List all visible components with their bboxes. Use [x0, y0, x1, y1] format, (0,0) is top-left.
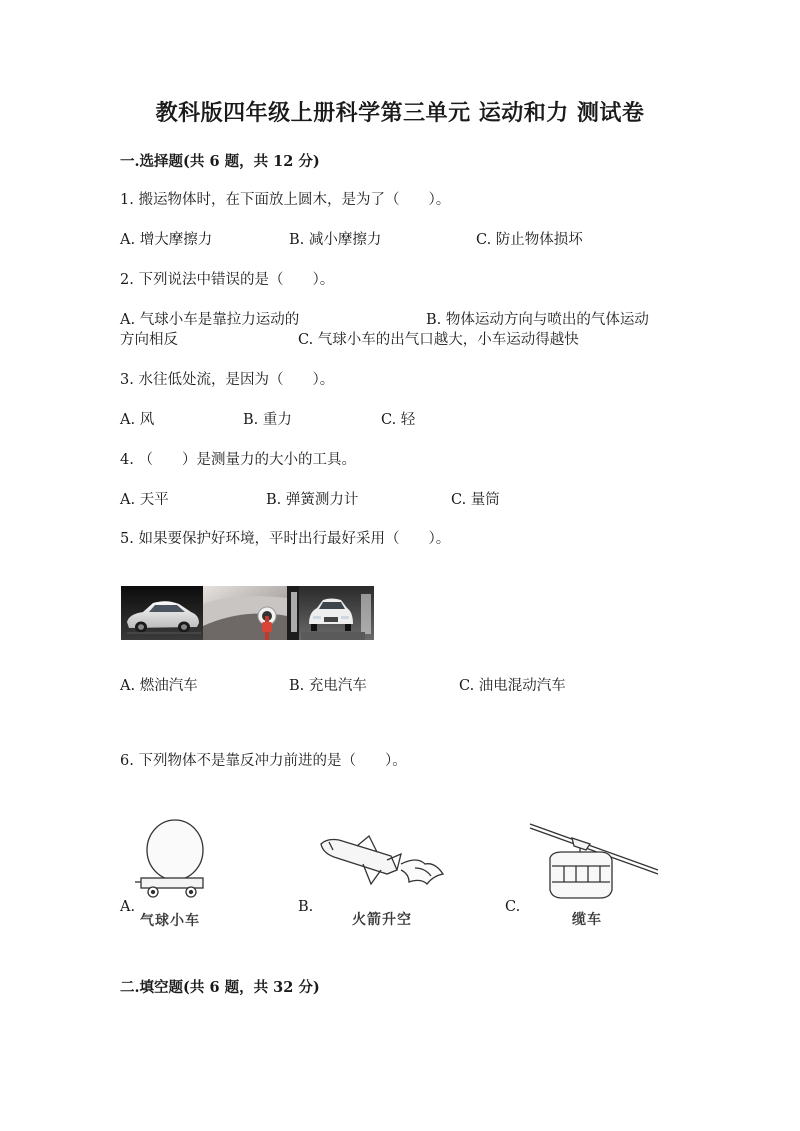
balloon-car-drawing [133, 816, 213, 912]
photo-hybrid-car [287, 586, 374, 640]
photo-gasoline-car [121, 586, 203, 640]
question-5-option-b: B. 充电汽车 [289, 678, 367, 694]
section-heading-choice: 一.选择题(共 6 题，共 12 分) [120, 153, 320, 170]
question-5-stem: 5. 如果要保护好环境，平时出行最好采用（ ）。 [120, 531, 451, 547]
question-1-option-c: C. 防止物体损坏 [476, 232, 583, 248]
question-2-stem: 2. 下列说法中错误的是（ ）。 [120, 272, 335, 288]
question-4-stem: 4. （ ）是测量力的大小的工具。 [120, 452, 356, 468]
question-6-option-a-letter: A. [120, 899, 136, 915]
question-5-option-a: A. 燃油汽车 [120, 678, 198, 694]
cable-car-drawing [528, 820, 660, 900]
question-4-option-c: C. 量筒 [451, 492, 500, 508]
question-2-option-a: A. 气球小车是靠拉力运动的 [120, 312, 300, 328]
caption-rocket: 火箭升空 [352, 912, 412, 928]
question-6-option-b-letter: B. [298, 899, 314, 915]
question-5-option-c: C. 油电混动汽车 [459, 678, 566, 694]
question-4-option-b: B. 弹簧测力计 [266, 492, 359, 508]
photo-charging-port [203, 586, 287, 640]
question-1-stem: 1. 搬运物体时，在下面放上圆木，是为了（ ）。 [120, 192, 451, 208]
question-1-option-b: B. 减小摩擦力 [289, 232, 382, 248]
rocket-drawing [317, 834, 455, 900]
question-2-option-c: C. 气球小车的出气口越大，小车运动得越快 [298, 332, 579, 348]
caption-balloon-car: 气球小车 [140, 913, 200, 929]
question-1-option-a: A. 增大摩擦力 [120, 232, 213, 248]
question-3-stem: 3. 水往低处流，是因为（ ）。 [120, 372, 335, 388]
question-6-option-c-letter: C. [505, 899, 521, 915]
page-title: 教科版四年级上册科学第三单元 运动和力 测试卷 [155, 100, 645, 126]
question-3-option-c: C. 轻 [381, 412, 416, 428]
question-4-option-a: A. 天平 [120, 492, 169, 508]
question-6-stem: 6. 下列物体不是靠反冲力前进的是（ ）。 [120, 753, 407, 769]
section-heading-fill-blank: 二.填空题(共 6 题，共 32 分) [120, 979, 320, 996]
question-3-option-a: A. 风 [120, 412, 155, 428]
question-2-option-b: B. 物体运动方向与喷出的气体运动 [426, 312, 649, 328]
question-2-option-b-continued: 方向相反 [120, 332, 178, 348]
question-3-option-b: B. 重力 [243, 412, 292, 428]
caption-cable-car: 缆车 [572, 912, 602, 928]
